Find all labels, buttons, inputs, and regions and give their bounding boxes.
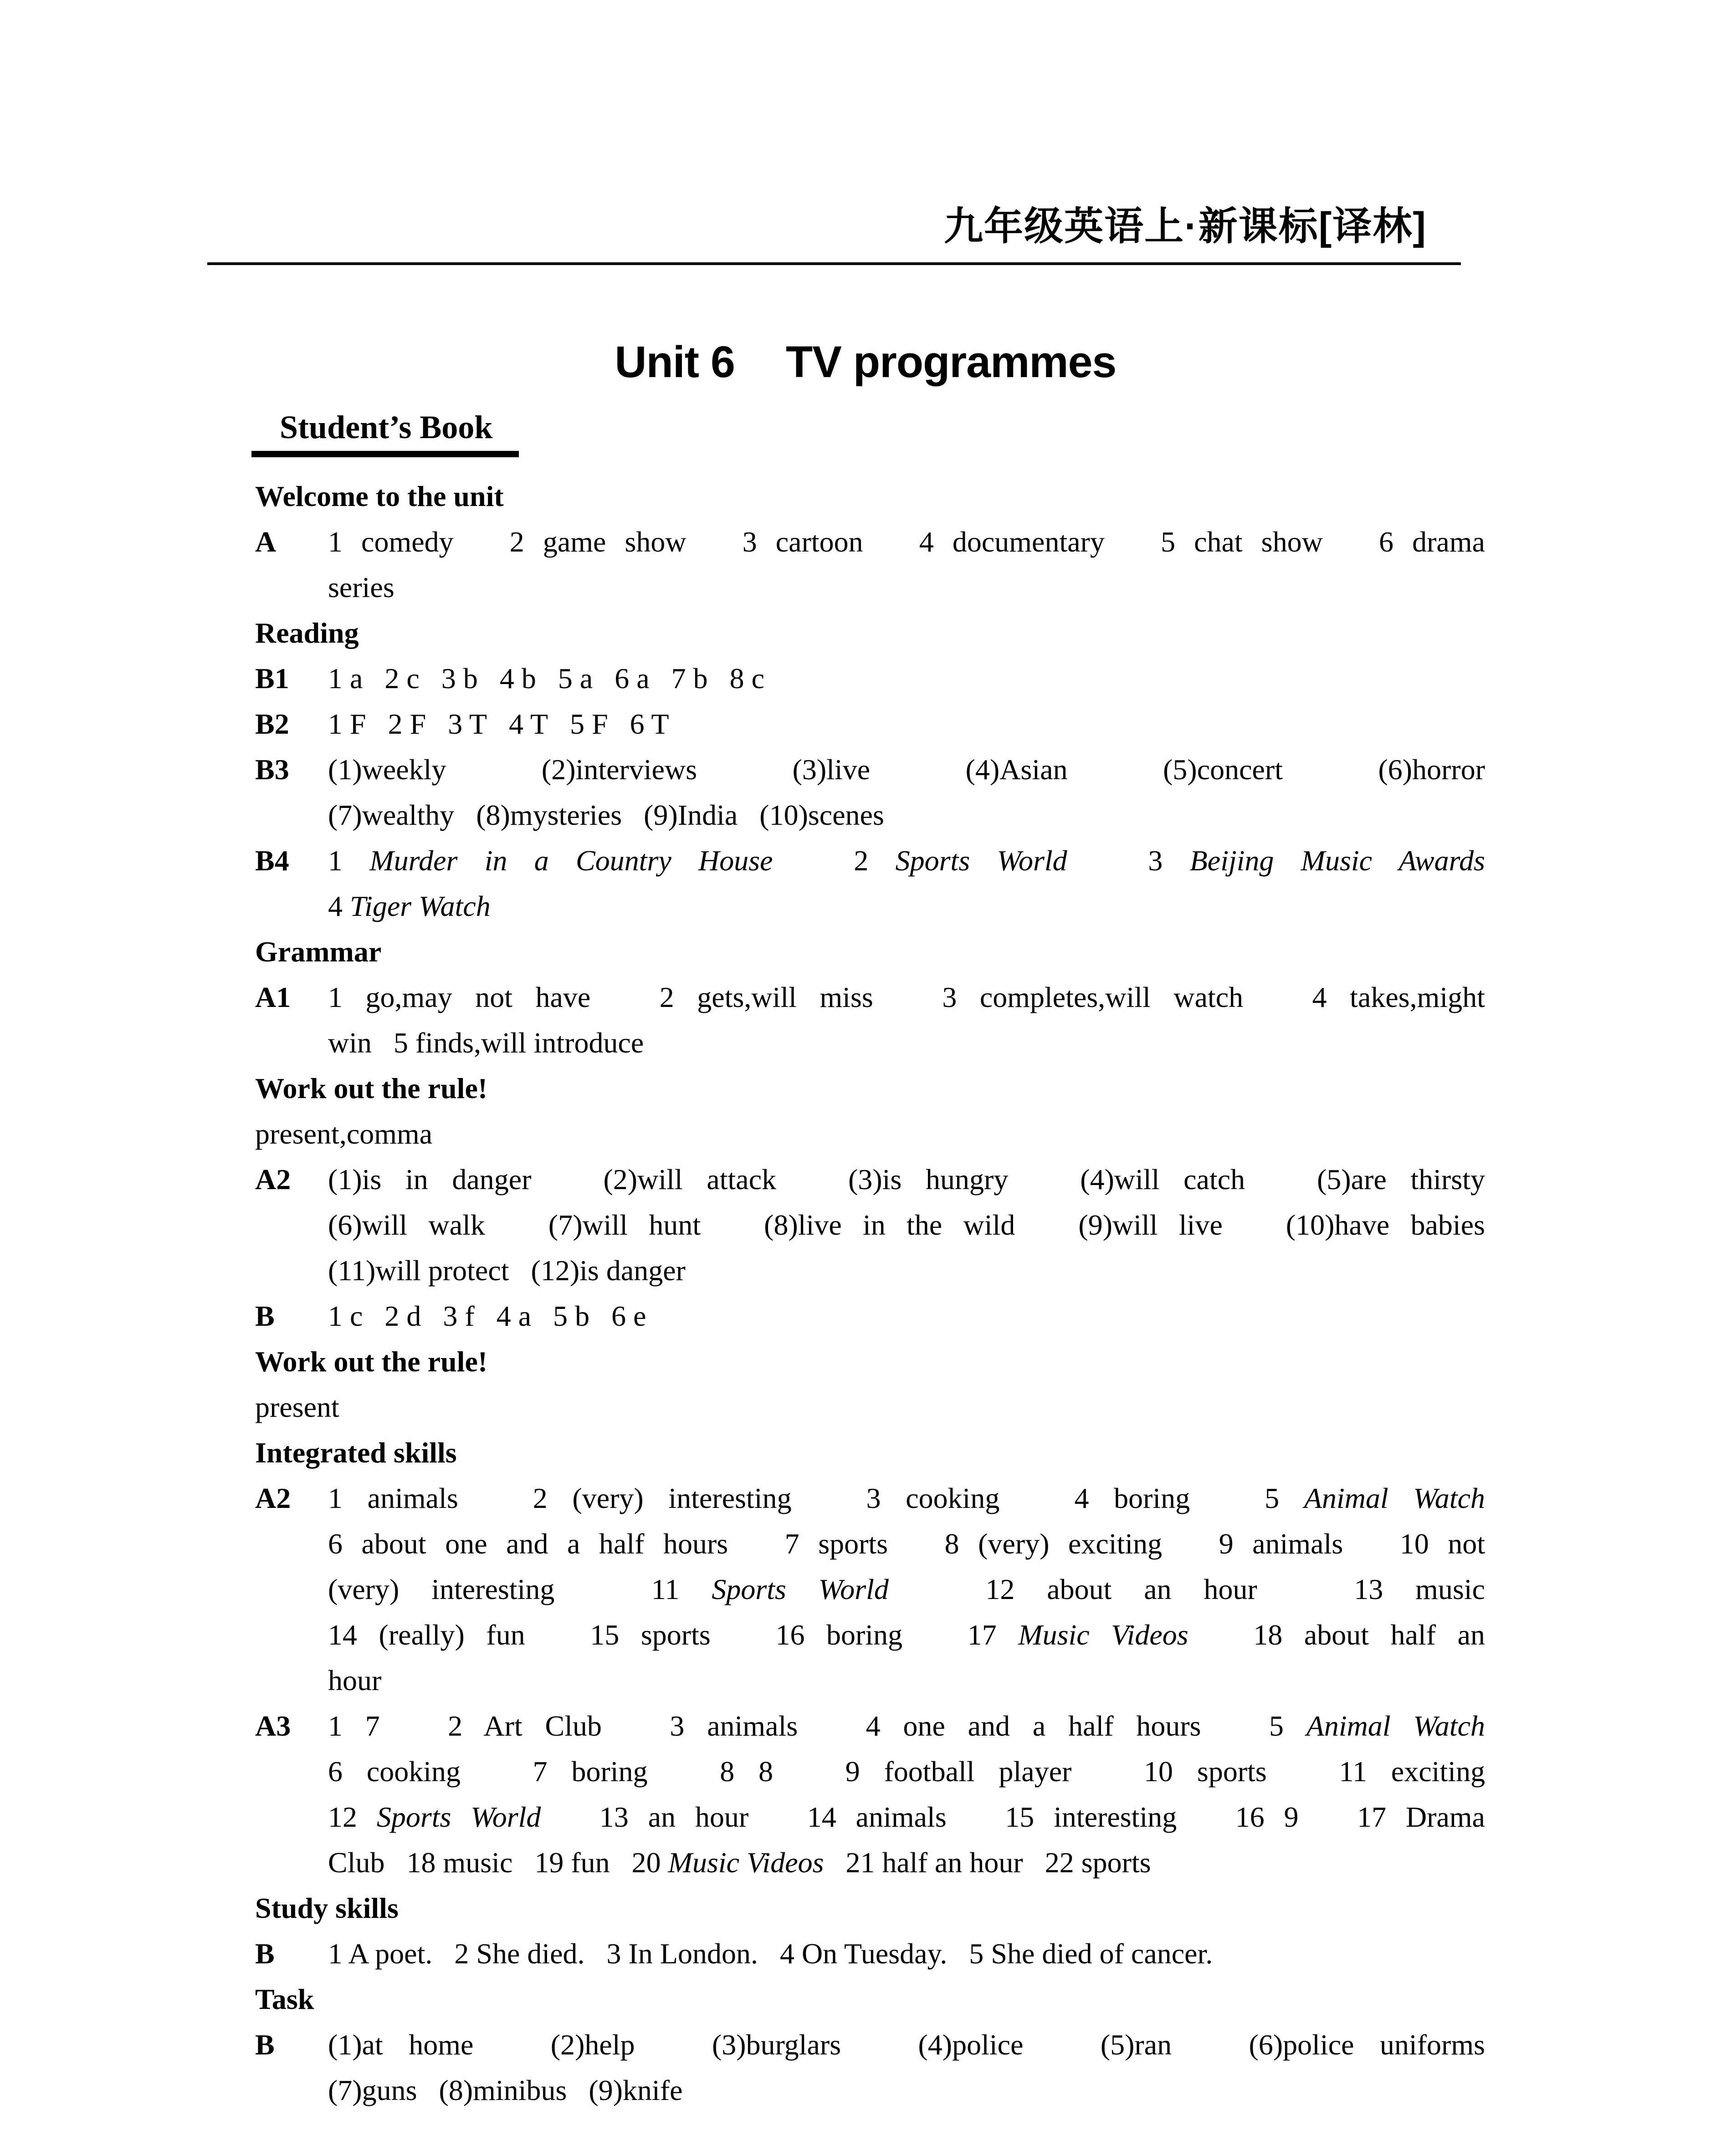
answer-item: 7 boring [533, 1755, 648, 1788]
answer-body [328, 838, 1485, 929]
answer-item: 15 interesting [1005, 1801, 1177, 1833]
answer-row [255, 975, 1485, 1066]
answer-row [255, 519, 1485, 610]
answer-item: 2 F [388, 708, 426, 740]
programme-title-italic: Sports World [712, 1573, 889, 1605]
answer-line [328, 838, 1485, 884]
section-heading: Work out the rule! [255, 1072, 488, 1104]
answer-item: 5 She died of cancer. [969, 1937, 1213, 1970]
answer-item: 4 b [499, 662, 536, 695]
answer-item: 15 sports [590, 1619, 711, 1651]
answer-item: 22 sports [1045, 1846, 1151, 1879]
answer-label: B4 [255, 844, 289, 877]
section-heading: Work out the rule! [255, 1345, 488, 1378]
answer-item: 8 c [729, 662, 765, 695]
answer-item: 2 c [384, 662, 420, 695]
answer-item: 3 Beijing Music Awards [1148, 844, 1485, 877]
answer-item: 2 d [384, 1300, 421, 1332]
page-title [0, 338, 1731, 387]
answer-line [328, 1157, 1485, 1202]
answer-line [328, 519, 1485, 565]
answer-body [328, 656, 1485, 701]
answer-line [328, 1612, 1485, 1658]
answer-line [328, 2068, 1485, 2113]
answer-label: B [255, 1937, 275, 1970]
answer-item: (11)will protect [328, 1254, 509, 1287]
answer-item: 18 about half an [1253, 1619, 1485, 1651]
answer-label: B1 [255, 662, 289, 695]
answer-body [328, 1931, 1485, 1977]
programme-title-italic: Animal Watch [1304, 1482, 1485, 1514]
answer-line [328, 1293, 1485, 1339]
answer-item: 1 animals [328, 1482, 458, 1514]
programme-title-italic: Beijing Music Awards [1189, 844, 1485, 877]
answer-item: 3 animals [670, 1710, 798, 1742]
answer-item: (9)India [644, 799, 738, 831]
answer-item: 7 b [671, 662, 708, 695]
answer-line [328, 1248, 1485, 1293]
unit-number: Unit 6 [615, 337, 735, 387]
answer-item: 6 drama [1379, 526, 1485, 558]
answer-item: (8)mysteries [476, 799, 622, 831]
answer-item: 16 boring [775, 1619, 903, 1651]
answer-item: 9 animals [1219, 1528, 1343, 1560]
answer-item: 1 Murder in a Country House [328, 844, 773, 877]
answer-item: 3 cooking [866, 1482, 1000, 1514]
answer-line [328, 1476, 1485, 1521]
answer-item: (6)will walk [328, 1209, 485, 1241]
answer-body [328, 747, 1485, 838]
answer-item: (5)are thirsty [1317, 1163, 1485, 1196]
answer-item: 3 cartoon [742, 526, 863, 558]
answer-item: 5 Animal Watch [1265, 1482, 1485, 1514]
answer-item: 11 exciting [1339, 1755, 1485, 1788]
answer-body [328, 1293, 1485, 1339]
answer-line [328, 1521, 1485, 1567]
answer-row [255, 701, 1485, 747]
answer-item: (5)concert [1163, 753, 1283, 786]
answer-body [328, 1703, 1485, 1885]
answer-row [255, 1703, 1485, 1885]
answer-item: (10)scenes [759, 799, 884, 831]
answer-item: 19 fun [534, 1846, 610, 1879]
answer-item: 4 boring [1074, 1482, 1190, 1514]
answer-item: 1 F [328, 708, 366, 740]
programme-title-italic: Music Videos [1018, 1619, 1188, 1651]
rule-note: present,comma [255, 1118, 433, 1150]
answer-item: 13 music [1354, 1573, 1485, 1605]
answer-item: 2 (very) interesting [533, 1482, 792, 1514]
answer-item: (2)help [550, 2028, 635, 2061]
answer-line [328, 975, 1485, 1020]
answer-line [328, 1567, 1485, 1612]
answer-item: 1 go,may not have [328, 981, 591, 1013]
answer-item: (3)live [792, 753, 871, 786]
answer-item: (9)will live [1078, 1209, 1223, 1241]
answer-item: (6)police uniforms [1249, 2028, 1485, 2061]
answer-item: 1 A poet. [328, 1937, 433, 1970]
answer-item: hour [328, 1664, 382, 1696]
answer-line [328, 1931, 1485, 1977]
answers [255, 474, 1485, 2113]
answer-item: 4 On Tuesday. [779, 1937, 947, 1970]
answer-item: 6 cooking [328, 1755, 461, 1788]
answer-item: 3 completes,will watch [942, 981, 1244, 1013]
edition-label: 九年级英语上·新课标[译林] [944, 204, 1427, 248]
answer-item: (1)is in danger [328, 1163, 532, 1196]
answer-line [328, 884, 1485, 929]
answer-label: A3 [255, 1710, 291, 1742]
answer-item: (3)is hungry [848, 1163, 1009, 1196]
answer-item: 10 sports [1144, 1755, 1267, 1788]
answer-item: 1 c [328, 1300, 363, 1332]
answer-item: 6 a [615, 662, 650, 695]
answer-item: (1)at home [328, 2028, 474, 2061]
answer-line [328, 1794, 1485, 1840]
answer-item: 8 8 [720, 1755, 773, 1788]
answer-item: 17 Music Videos [967, 1619, 1188, 1651]
answer-item: (6)horror [1378, 753, 1485, 786]
answer-item: 6 T [630, 708, 669, 740]
answer-item: (4)Asian [965, 753, 1068, 786]
answer-label: B2 [255, 708, 289, 740]
answer-label: B [255, 1300, 275, 1332]
programme-title-italic: Sports World [895, 844, 1067, 877]
answer-item: 7 sports [784, 1528, 888, 1560]
unit-topic: TV programmes [785, 337, 1116, 387]
answer-row [255, 747, 1485, 838]
programme-title-italic: Music Videos [668, 1846, 824, 1879]
answer-item: 1 a [328, 662, 363, 695]
answer-line [328, 1703, 1485, 1749]
answer-item: 5 b [553, 1300, 590, 1332]
answer-label: B [255, 2028, 275, 2061]
answer-item: (4)police [918, 2028, 1024, 2061]
answer-item: 5 a [558, 662, 593, 695]
answer-item: 3 T [448, 708, 487, 740]
header-rule [207, 262, 1461, 265]
answer-item: (8)minibus [439, 2074, 567, 2106]
answer-item: 9 football player [845, 1755, 1072, 1788]
answer-line [328, 565, 1485, 610]
answer-item: 5 finds,will introduce [394, 1027, 644, 1059]
answer-line [328, 656, 1485, 701]
answer-item: (3)burglars [712, 2028, 841, 2061]
answer-line [328, 1202, 1485, 1248]
section-heading: Grammar [255, 935, 382, 968]
section-heading: Study skills [255, 1892, 399, 1924]
answer-line [328, 1020, 1485, 1066]
answer-line [328, 792, 1485, 838]
answer-item: 1 7 [328, 1710, 380, 1742]
answer-label: A2 [255, 1163, 291, 1196]
answer-item: 12 Sports World [328, 1801, 541, 1833]
answer-item: 8 (very) exciting [944, 1528, 1163, 1560]
answer-item: 14 (really) fun [328, 1619, 525, 1651]
answer-item: (4)will catch [1080, 1163, 1245, 1196]
answer-item: 2 gets,will miss [659, 981, 873, 1013]
answer-item: 17 Drama [1357, 1801, 1485, 1833]
answer-label: A [255, 526, 277, 558]
answer-body [328, 1157, 1485, 1293]
answer-line [328, 2022, 1485, 2068]
answer-item: 4 one and a half hours [866, 1710, 1201, 1742]
answer-item: win [328, 1027, 372, 1059]
answer-item: 3 b [441, 662, 478, 695]
programme-title-italic: Animal Watch [1306, 1710, 1485, 1742]
answer-body [328, 1476, 1485, 1703]
answer-item: 5 chat show [1161, 526, 1323, 558]
answer-item: 2 Sports World [854, 844, 1067, 877]
answer-line [328, 1658, 1485, 1703]
answer-item: 21 half an hour [845, 1846, 1023, 1879]
programme-title-italic: Murder in a Country House [369, 844, 773, 877]
answer-body [328, 2022, 1485, 2113]
answer-item: series [328, 571, 394, 603]
answer-item: 11 Sports World [651, 1573, 889, 1605]
answer-item: 5 F [570, 708, 608, 740]
answer-item: 2 She died. [454, 1937, 585, 1970]
answer-item: 2 Art Club [448, 1710, 602, 1742]
answer-label: A2 [255, 1482, 291, 1514]
answer-item: 5 Animal Watch [1269, 1710, 1485, 1742]
answer-line [328, 747, 1485, 792]
answer-item: 4 Tiger Watch [328, 890, 491, 922]
rule-note: present [255, 1391, 339, 1423]
answer-row [255, 656, 1485, 701]
answer-item: 4 T [509, 708, 548, 740]
answer-item: (9)knife [589, 2074, 683, 2106]
answer-line [328, 1840, 1485, 1885]
answer-item: 2 game show [509, 526, 686, 558]
answer-line [328, 1749, 1485, 1794]
answer-line [328, 701, 1485, 747]
answer-item: (5)ran [1100, 2028, 1172, 2061]
answer-item: 6 about one and a half hours [328, 1528, 728, 1560]
programme-title-italic: Tiger Watch [350, 890, 491, 922]
answer-label: B3 [255, 753, 289, 786]
answer-item: (10)have babies [1285, 1209, 1485, 1241]
answer-row [255, 1476, 1485, 1703]
answer-item: 4 documentary [919, 526, 1105, 558]
answer-item: 20 Music Videos [631, 1846, 824, 1879]
tab-students-book: Student’s Book [251, 411, 519, 457]
answer-item: (2)will attack [603, 1163, 777, 1196]
answer-item: 3 f [443, 1300, 475, 1332]
section-heading: Integrated skills [255, 1436, 457, 1469]
answer-row [255, 1293, 1485, 1339]
answer-item: (7)guns [328, 2074, 417, 2106]
answer-row [255, 838, 1485, 929]
section-heading: Reading [255, 617, 359, 649]
answer-item: 18 music [406, 1846, 513, 1879]
section-heading: Welcome to the unit [255, 480, 504, 512]
answer-label: A1 [255, 981, 291, 1013]
answer-item: 10 not [1399, 1528, 1485, 1560]
answer-item: 1 comedy [328, 526, 454, 558]
answer-body [328, 519, 1485, 610]
section-heading: Task [255, 1983, 314, 2015]
answer-item: (7)will hunt [548, 1209, 701, 1241]
answer-row [255, 1157, 1485, 1293]
answer-item: (8)live in the wild [764, 1209, 1015, 1241]
answer-item: 16 9 [1235, 1801, 1299, 1833]
answer-item: (very) interesting [328, 1573, 555, 1605]
answer-item: (7)wealthy [328, 799, 455, 831]
answer-body [328, 701, 1485, 747]
answer-item: (1)weekly [328, 753, 446, 786]
answer-item: 6 e [611, 1300, 646, 1332]
answer-item: 4 takes,might [1312, 981, 1485, 1013]
answer-item: 4 a [496, 1300, 532, 1332]
answer-item: 3 In London. [606, 1937, 758, 1970]
answer-item: 14 animals [807, 1801, 947, 1833]
answer-item: Club [328, 1846, 385, 1879]
answer-item: (2)interviews [541, 753, 697, 786]
answer-item: 13 an hour [599, 1801, 749, 1833]
answer-row [255, 1931, 1485, 1977]
answer-row [255, 2022, 1485, 2113]
answer-item: (12)is danger [531, 1254, 686, 1287]
answer-body [328, 975, 1485, 1066]
programme-title-italic: Sports World [376, 1801, 541, 1833]
answer-item: 12 about an hour [985, 1573, 1257, 1605]
